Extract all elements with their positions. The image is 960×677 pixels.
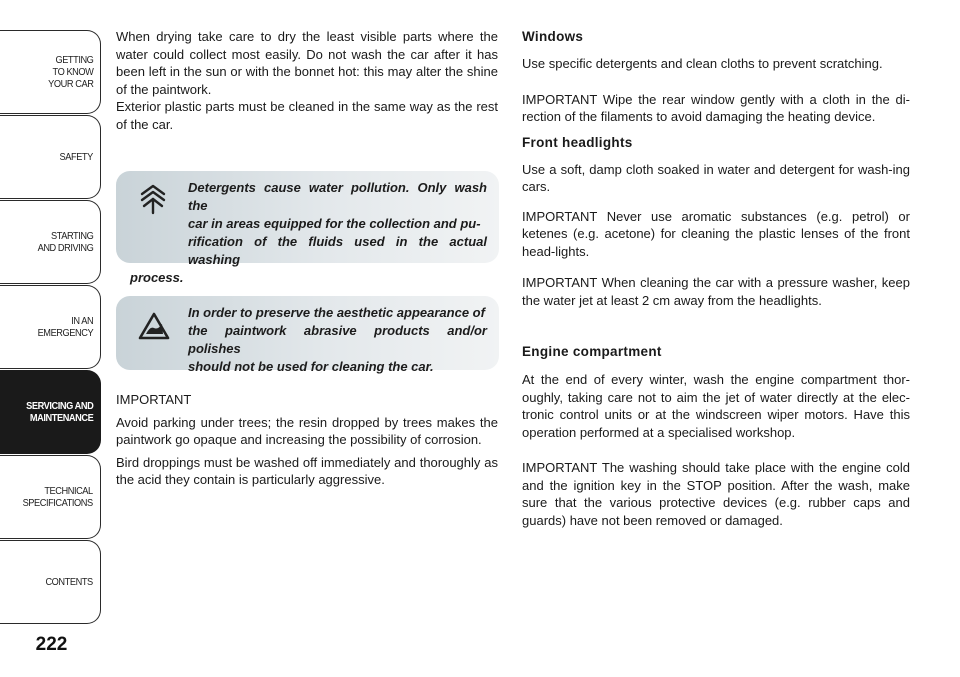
body-paragraph: IMPORTANT The washing should take place with the engine cold and the ignition key in the STOP position. After the wash, make sure that the various protective devices (e.g. rubber caps and guards) have not been removed or damaged. (522, 460, 910, 528)
section-heading-front-headlights: Front headlights (522, 134, 633, 150)
note-line: the paintwork abrasive products and/or polishes (188, 323, 487, 356)
body-paragraph: Exterior plastic parts must be cleaned in the same way as the rest of the car. (116, 99, 498, 132)
tab-contents[interactable] (0, 540, 101, 624)
tab-label: STARTING AND DRIVING (37, 230, 93, 254)
body-paragraph: Use specific detergents and clean cloths to prevent scratching. (522, 56, 883, 71)
section-heading-engine-compartment: Engine compartment (522, 344, 662, 359)
tab-starting-and-driving[interactable] (0, 200, 101, 284)
tab-label: SERVICING AND MAINTENANCE (25, 400, 93, 424)
body-paragraph: At the end of every winter, wash the engine compartment thor-oughly, taking care not to aim the jet of water directly at the elec-tronic control units or at the windscreen wiper motors. Have this operation performed at a specialised workshop. (522, 372, 910, 440)
tab-in-an-emergency[interactable] (0, 285, 101, 369)
body-paragraph: Avoid parking under trees; the resin dropped by trees makes the paintwork go opaque and increasing the possibility of corrosion. (116, 414, 498, 447)
tab-label: GETTING TO KNOW YOUR CAR (47, 54, 93, 90)
body-paragraph: Use a soft, damp cloth soaked in water and detergent for wash-ing cars. (522, 161, 910, 194)
note-line: In order to preserve the aesthetic appearance of (188, 305, 485, 320)
body-paragraph: IMPORTANT Wipe the rear window gently with a cloth in the di-rection of the filaments to avoid damaging the heating device. (522, 91, 910, 124)
important-label: IMPORTANT (116, 392, 192, 407)
note-line: should not be used for cleaning the car. (188, 359, 434, 374)
tab-label: SAFETY (59, 151, 93, 163)
tab-getting-to-know-your-car[interactable] (0, 30, 101, 114)
left-column (116, 28, 498, 133)
page-number: 222 (35, 634, 68, 655)
body-paragraph: IMPORTANT When cleaning the car with a pressure washer, keep the water jet at least 2 cm away from the headlights. (522, 275, 910, 308)
body-paragraph: IMPORTANT Never use aromatic substances (e.g. petrol) or ketenes (e.g. acetone) for cleaning the plastic lenses of the front head-lights. (522, 208, 910, 259)
note-line: rification of the fluids used in the actual washing (188, 234, 487, 267)
tab-label: IN AN EMERGENCY (37, 315, 93, 339)
right-column (522, 28, 910, 529)
important-section (116, 391, 498, 489)
tab-safety[interactable] (0, 115, 101, 199)
section-heading-windows: Windows (522, 29, 584, 44)
body-paragraph: When drying take care to dry the least visible parts where the water could collect most easily. Do not wash the car after it has been left in the sun or with the bonnet hot: this may alter the shine of the paintwork. (116, 29, 498, 97)
tab-technical-specifications[interactable] (0, 455, 101, 539)
tab-label: CONTENTS (45, 576, 93, 588)
note-line: car in areas equipped for the collection and pu- (188, 216, 481, 231)
note-line: Detergents cause water pollution. Only wash the (188, 180, 487, 213)
note-line: process. (130, 270, 184, 285)
warning-triangle-icon (138, 312, 170, 340)
tab-servicing-and-maintenance[interactable] (0, 370, 101, 454)
warning-note (116, 296, 499, 374)
environment-icon (138, 183, 168, 215)
environment-note (116, 171, 499, 285)
body-paragraph: Bird droppings must be washed off immediately and thoroughly as the acid they contain is particularly aggressive. (116, 454, 498, 487)
tab-label: TECHNICAL SPECIFICATIONS (22, 485, 93, 509)
